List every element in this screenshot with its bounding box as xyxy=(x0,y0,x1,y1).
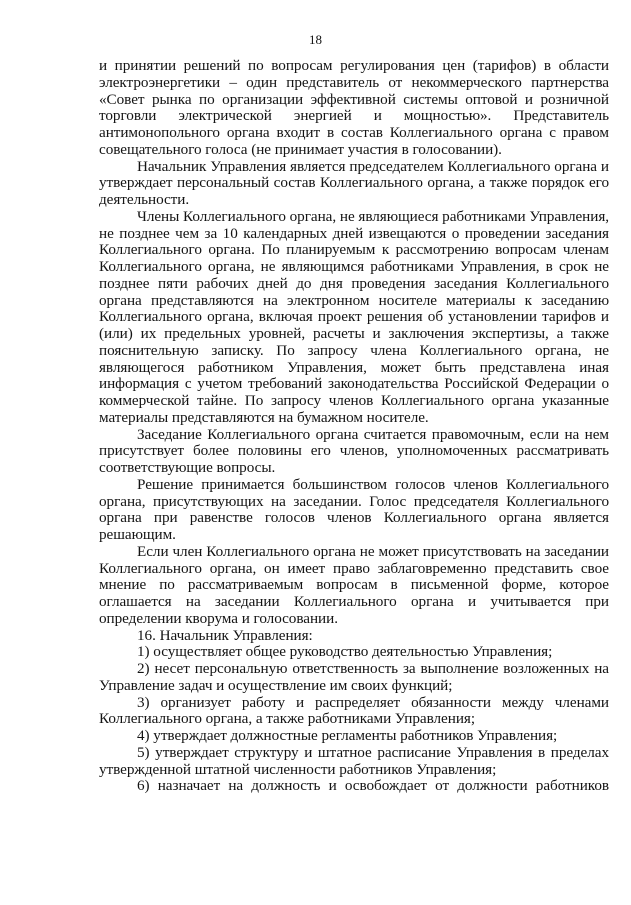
paragraph-majority-vote: Решение принимается большинством голосов членов Коллегиального органа, присутствующих на заседании. Голос председателя Коллегиального органа при равенстве голосов членов Коллегиального органа является решающим. xyxy=(99,475,609,543)
section-16-heading: 16. Начальник Управления: xyxy=(137,626,313,644)
paragraph-quorum: Заседание Коллегиального органа считается правомочным, если на нем присутствует более половины его членов, уполномоченных рассматривать соответствующие вопросы. xyxy=(99,425,609,476)
list-item-3: 3) организует работу и распределяет обязанности между членами Коллегиального органа, а также работниками Управления; xyxy=(99,693,609,728)
paragraph-pricing-decisions-continuation: и принятии решений по вопросам регулирования цен (тарифов) в области электроэнергетики – один представитель от некоммерческого партнерства «Совет рынка по организации эффективной системы оптовой и розничной торговли электрической энергией и мощностью». Представитель антимонопольного органа входит в состав Коллегиального органа с правом совещательного голоса (не принимает участия в голосовании). xyxy=(99,57,609,158)
list-item-6: 6) назначает на должность и освобождает от должности работников xyxy=(137,777,609,795)
list-item-5: 5) утверждает структуру и штатное расписание Управления в пределах утвержденной штатной численности работников Управления; xyxy=(99,743,609,778)
list-item-4: 4) утверждает должностные регламенты работников Управления; xyxy=(137,727,558,744)
list-item-1: 1) осуществляет общее руководство деятельностью Управления; xyxy=(137,643,553,661)
document-body xyxy=(99,58,609,795)
paragraph-members-notification: Члены Коллегиального органа, не являющиеся работниками Управления, не позднее чем за 10 календарных дней извещаются о проведении заседания Коллегиального органа. По планируемым к рассмотрению вопросам членам Коллегиального органа, не являющимся работниками Управления, в срок не позднее пяти рабочих дней до дня проведения заседания Коллегиального органа представляются на электронном носителе материалы к заседанию Коллегиального органа, включая проект решения об установлении тарифов и (или) их предельных уровней, расчеты и заключения экспертизы, а также пояснительную записку. По запросу члена Коллегиального органа, не являющегося работником Управления, может быть представлена иная информация с учетом требований законодательства Российской Федерации о коммерческой тайне. По запросу членов Коллегиального органа указанные материалы представляются на бумажном носителе. xyxy=(99,207,609,426)
list-item-2: 2) несет персональную ответственность за выполнение возложенных на Управление задач и осуществление им своих функций; xyxy=(99,660,609,694)
page-number: 18 xyxy=(309,32,322,47)
paragraph-written-opinion: Если член Коллегиального органа не может присутствовать на заседании Коллегиального органа, он имеет право заблаговременно представить свое мнение по рассматриваемым вопросам в письменной форме, которое оглашается на заседании Коллегиального органа и учитывается при определении кворума и голосовании. xyxy=(99,542,609,627)
paragraph-head-is-chairman: Начальник Управления является председателем Коллегиального органа и утверждает персональный состав Коллегиального органа, а также порядок его деятельности. xyxy=(99,157,609,208)
